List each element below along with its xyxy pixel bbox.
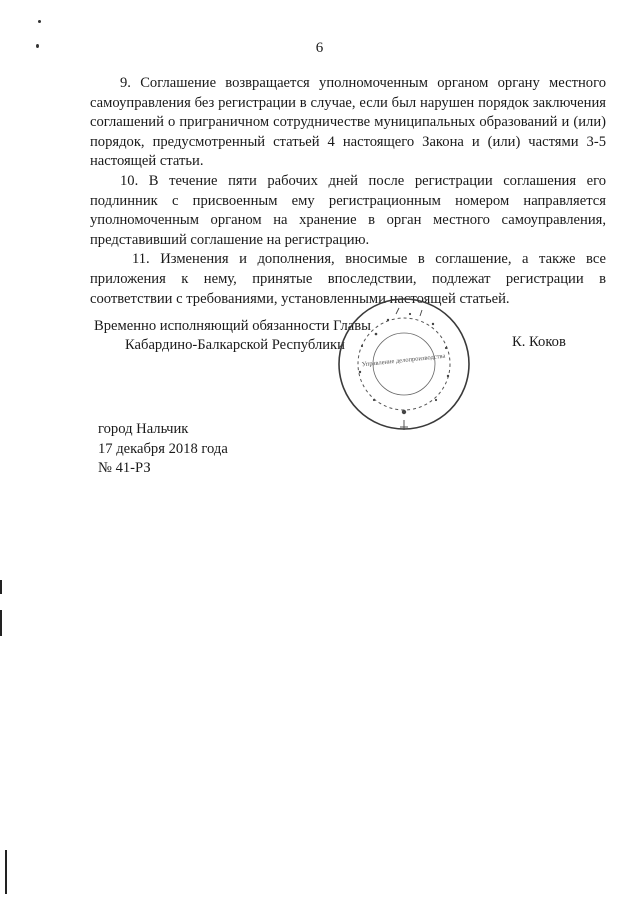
scan-speck <box>38 20 41 23</box>
law-number: № 41-РЗ <box>98 460 151 476</box>
seal-text: Управление делопроизводства <box>361 352 446 369</box>
page-number: 6 <box>315 40 324 56</box>
signing-date: 17 декабря 2018 года <box>98 440 228 457</box>
scan-edge-mark <box>5 850 7 894</box>
signatory-title-line-2: Кабардино-Балкарской Республики <box>125 337 345 353</box>
city: город Нальчик <box>98 421 189 437</box>
signatory-name: К. Коков <box>512 334 566 350</box>
place-and-date <box>98 420 228 479</box>
scan-edge-mark <box>0 580 2 594</box>
paragraph-9: 9. Соглашение возвращается уполномоченным органом органу местного самоуправления без регистрации в случае, если был нарушен порядок заключения соглашений о приграничном сотрудничестве муниципальных образований и (или) порядок, предусмотренный статьей 4 настоящего Закона и (или) частями 3-5 настоящей статьи. <box>90 75 606 170</box>
paragraph-10: 10. В течение пяти рабочих дней после регистрации соглашения его подлинник с присвоенным ему регистрационным номером направляется уполномоченным органом на хранение в орган местного самоуправления, представивший соглашение на регистрацию. <box>90 172 606 248</box>
paragraph-11: 11. Изменения и дополнения, вносимые в соглашение, а также все приложения к нему, принятые впоследствии, подлежат регистрации в соответствии с требованиями, установленными настоящей статьей. <box>90 251 606 307</box>
scan-speck <box>36 44 39 48</box>
law-text <box>90 74 606 309</box>
signatory-title-line-1: Временно исполняющий обязанности Главы <box>94 318 371 334</box>
scan-edge-mark <box>0 610 2 636</box>
official-seal-icon <box>336 296 472 432</box>
